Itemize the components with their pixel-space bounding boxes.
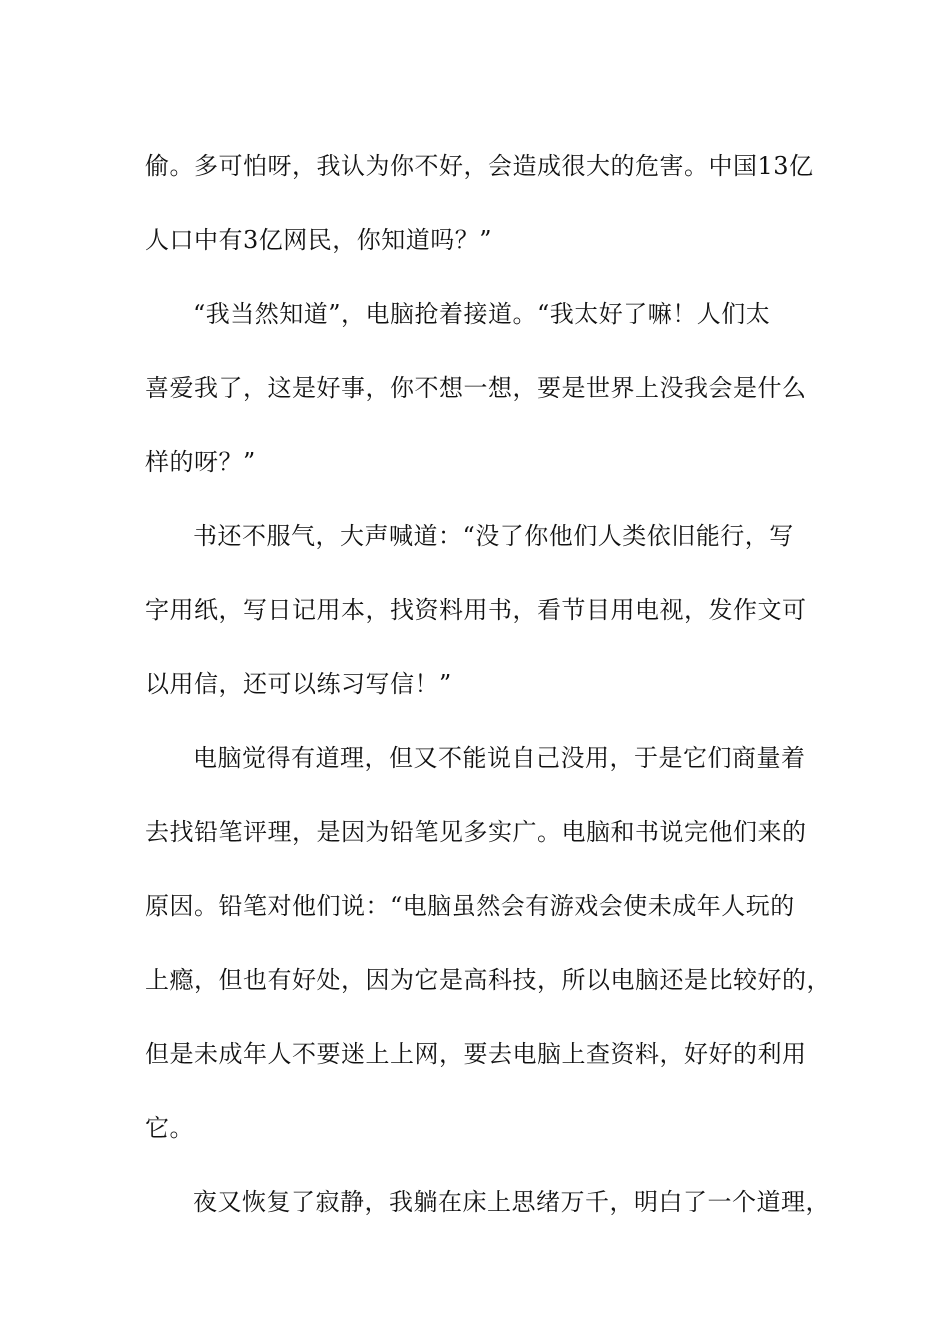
document-body — [145, 129, 831, 1239]
text-line-10: 去找铅笔评理，是因为铅笔见多实广。电脑和书说完他们来的 — [145, 818, 807, 846]
text-line-8: 以用信，还可以练习写信！” — [145, 670, 452, 698]
text-line-2: 人口中有3亿网民，你知道吗？” — [145, 226, 493, 254]
text-line-7: 字用纸，写日记用本，找资料用书，看节目用电视，发作文可 — [145, 596, 807, 624]
text-line-6: 书还不服气，大声喊道：“没了你他们人类依旧能行，写 — [193, 522, 794, 550]
text-line-3: “我当然知道”，电脑抢着接道。“我太好了嘛！人们太 — [193, 300, 771, 328]
text-line-4: 喜爱我了，这是好事，你不想一想，要是世界上没我会是什么 — [145, 374, 807, 402]
text-line-5: 样的呀？” — [145, 448, 256, 476]
text-line-14: 它。 — [145, 1114, 194, 1142]
text-line-15: 夜又恢复了寂静，我躺在床上思绪万千，明白了一个道理， — [193, 1188, 830, 1216]
text-line-1: 偷。多可怕呀，我认为你不好，会造成很大的危害。中国13亿 — [145, 152, 814, 180]
text-line-13: 但是未成年人不要迷上上网，要去电脑上查资料，好好的利用 — [145, 1040, 807, 1068]
text-line-11: 原因。铅笔对他们说：“电脑虽然会有游戏会使未成年人玩的 — [145, 892, 795, 920]
text-line-9: 电脑觉得有道理，但又不能说自己没用，于是它们商量着 — [193, 744, 806, 772]
text-line-12: 上瘾，但也有好处，因为它是高科技，所以电脑还是比较好的， — [145, 966, 831, 994]
